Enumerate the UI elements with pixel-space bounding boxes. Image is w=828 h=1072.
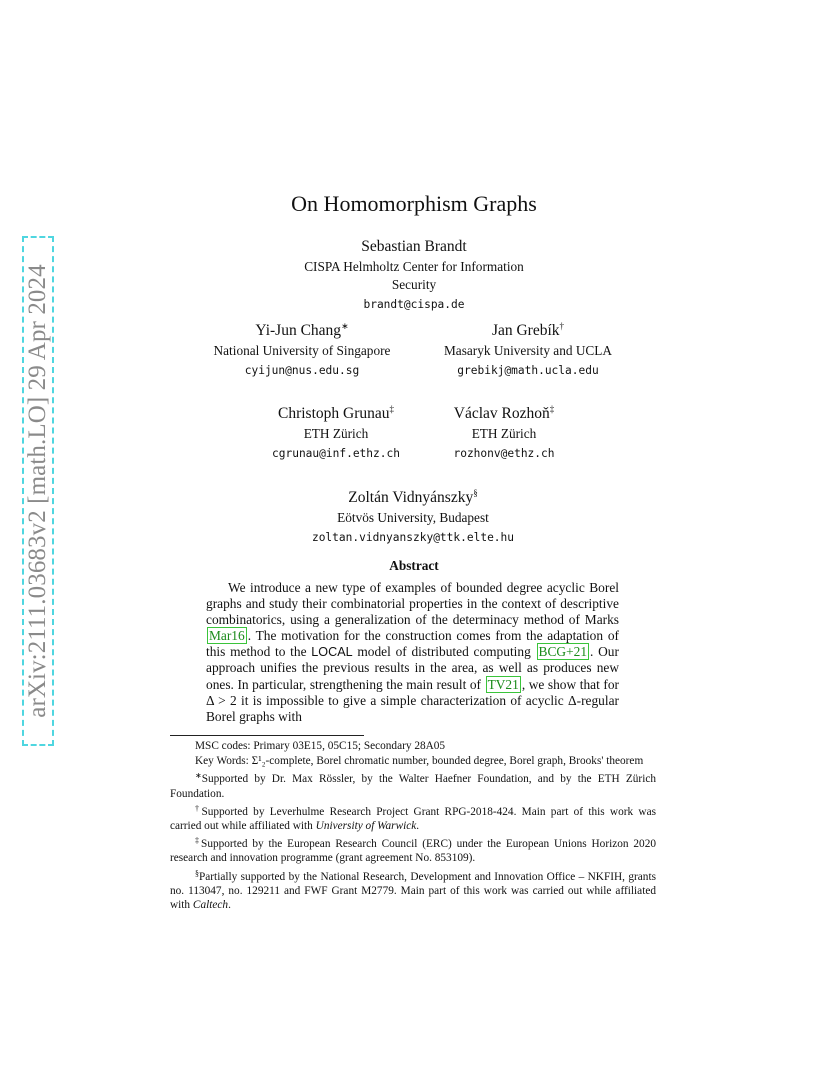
author-affiliation: Masaryk University and UCLA: [443, 343, 613, 358]
footnote-text: Partially supported by the National Research, Development and Innovation Office – NKFIH, grants no. 113047, no. 129211 and FWF Grant M2779. Main part of this work was carried out while affiliated with: [170, 870, 656, 912]
author-affiliation: Eötvös University, Budapest: [337, 510, 489, 525]
keywords: Key Words: Σ¹₂-complete, Borel chromatic number, bounded degree, Borel graph, Brooks' theorem: [195, 755, 644, 768]
footnote-emphasis: Caltech: [192, 899, 229, 912]
footnote-text: Supported by Dr. Max Rössler, by the Walter Haefner Foundation, and by the ETH Zürich Foundation.: [170, 773, 656, 800]
citation-link[interactable]: Mar16: [209, 628, 245, 644]
footnote-marker: §: [473, 487, 478, 498]
author-block-chang: [172, 322, 432, 380]
author-name: Yi-Jun Chang∗: [255, 320, 349, 339]
abstract-text: . The motivation for the construction comes from the adaptation of this method to the: [206, 628, 619, 660]
citation-link[interactable]: TV21: [487, 676, 519, 692]
author-email: zoltan.vidnyanszky@ttk.elte.hu: [311, 531, 515, 544]
footnote-marker: †: [559, 320, 565, 331]
author-affiliation: ETH Zürich: [303, 426, 369, 441]
footnote-marker: ‡: [389, 403, 394, 414]
arxiv-identifier: arXiv:2111.03683v2 [math.LO] 29 Apr 2024: [24, 264, 51, 718]
abstract-body: [206, 580, 619, 725]
author-affiliation: ETH Zürich: [471, 426, 537, 441]
author-name: Sebastian Brandt: [361, 238, 467, 255]
footnote-marker: ‡: [195, 836, 202, 846]
footnote-rule: [170, 735, 364, 736]
footnote-marker: ∗: [341, 320, 349, 331]
footnote-text: Supported by Leverhulme Research Project Grant RPG-2018-424. Main part of this work was carried out while affiliated with: [170, 805, 656, 833]
footnote-text: .: [228, 899, 231, 912]
author-affiliation: CISPA Helmholtz Center for Information Security: [304, 259, 524, 292]
footnote-text: Supported by the European Research Council (ERC) under the European Unions Horizon 2020 research and innovation programme (grant agreement No. 853109).: [170, 838, 657, 865]
abstract-text: We introduce a new type of examples of bounded degree acyclic Borel graphs and study their combinatorial properties in the context of descriptive combinatorics, using a generalization of the determinacy method of Marks: [206, 580, 619, 628]
abstract-text: , we show that for Δ > 2 it is impossible to give a simple characterization of acyclic Δ-regular Borel graphs with: [206, 676, 619, 724]
author-email: cyijun@nus.edu.sg: [244, 364, 360, 377]
author-email: cgrunau@inf.ethz.ch: [272, 447, 400, 460]
footnote-marker: ‡: [549, 403, 555, 414]
footnote-text: .: [416, 820, 420, 833]
abstract-text: model of distributed computing: [357, 644, 531, 660]
author-block-grebik: [398, 322, 658, 380]
msc-codes: MSC codes: Primary 03E15, 05C15; Secondary 28A05: [195, 740, 446, 752]
author-email: brandt@cispa.de: [363, 298, 465, 311]
footnote-4: [170, 867, 656, 913]
author-email: rozhonv@ethz.ch: [453, 447, 555, 460]
author-block-vidnyanszky: [283, 489, 543, 547]
abstract-text: . Our approach unifies the previous results in the area, as well as produces new ones. In particular, strengthening the main result of: [206, 644, 619, 692]
author-block-brandt: [284, 238, 544, 314]
author-email: grebikj@math.ucla.edu: [457, 364, 599, 377]
author-name: Zoltán Vidnyánszky§: [348, 487, 478, 506]
author-affiliation: National University of Singapore: [213, 343, 391, 358]
author-name: Václav Rozhoň‡: [453, 403, 555, 422]
footnote-marker: §: [195, 868, 199, 878]
footnote-emphasis: University of Warwick: [315, 820, 417, 833]
footnotes: [170, 739, 656, 912]
author-block-rozhon: [374, 405, 634, 463]
paper-title: On Homomorphism Graphs: [291, 191, 537, 216]
footnote-marker: ∗: [195, 771, 202, 781]
local-model-label: LOCAL: [311, 645, 353, 660]
author-name: Jan Grebík†: [491, 320, 565, 339]
footnote-3: [170, 834, 656, 865]
footnote-marker: †: [195, 803, 202, 813]
citation-link[interactable]: BCG+21: [538, 644, 588, 660]
footnote-2: [170, 802, 656, 833]
footnote-1: [170, 769, 656, 800]
abstract-heading: Abstract: [389, 558, 439, 573]
author-name: Christoph Grunau‡: [277, 403, 394, 422]
